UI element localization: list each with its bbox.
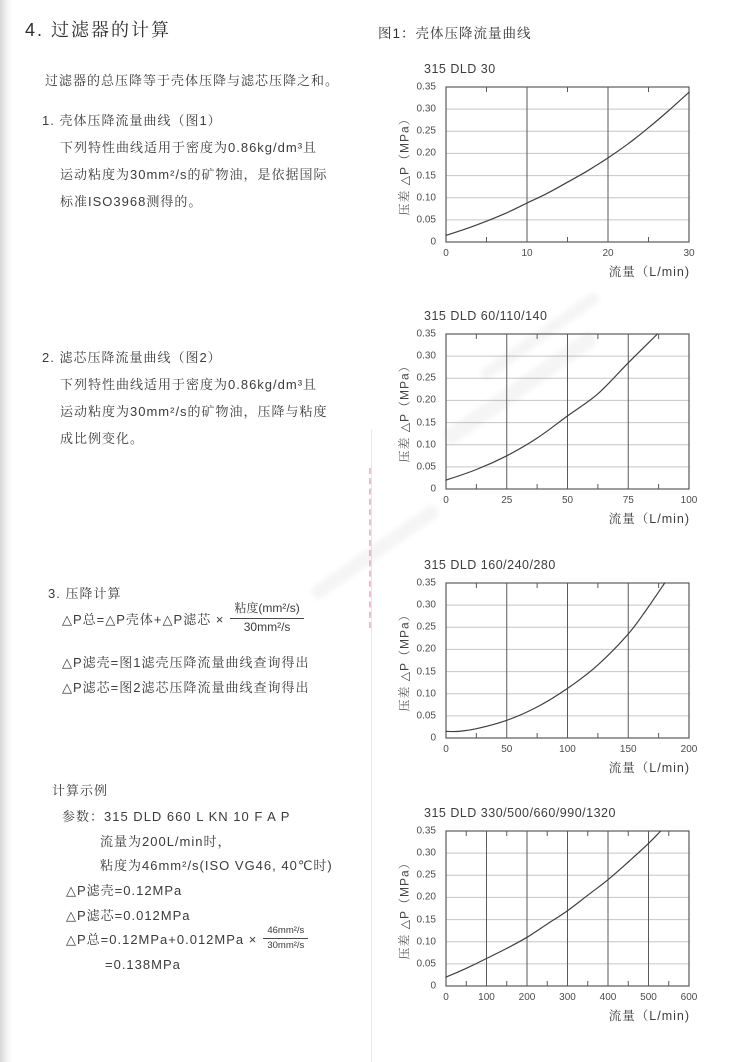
x-tick-label: 0 — [443, 744, 449, 755]
chart-title: 315 DLD 60/110/140 — [424, 309, 548, 323]
x-tick-label: 400 — [599, 992, 617, 1003]
y-tick-label: 0.15 — [416, 666, 436, 678]
x-tick-label: 100 — [680, 495, 698, 506]
chart-y-tick-labels — [390, 81, 442, 248]
y-tick-label: 0.20 — [416, 147, 436, 159]
example-line: 流量为200L/min时， — [100, 834, 232, 849]
figure-header: 图1：壳体压降流量曲线 — [378, 26, 532, 41]
fraction-denominator: 30mm²/s — [243, 619, 291, 634]
example-total-formula — [66, 925, 308, 952]
x-tick-label: 20 — [602, 248, 614, 259]
x-tick-label: 0 — [443, 495, 449, 506]
y-tick-label: 0.15 — [416, 914, 436, 926]
chart-plot-area — [445, 830, 690, 992]
y-tick-label: 0.05 — [416, 214, 436, 226]
y-tick-label: 0.25 — [416, 372, 436, 384]
chart-title: 315 DLD 160/240/280 — [424, 558, 556, 572]
y-tick-label: 0.20 — [416, 394, 436, 406]
example-formula-prefix: △P总=0.12MPa+0.012MPa × — [66, 931, 258, 947]
chart-canvas — [445, 582, 690, 739]
section1-line: 下列特性曲线适用于密度为0.86kg/dm³且 — [60, 140, 318, 155]
section2-line: 运动粘度为30mm²/s的矿物油，压降与粘度 — [60, 404, 328, 419]
scan-edge-shadow — [0, 0, 13, 1062]
y-tick-label: 0.25 — [416, 125, 436, 137]
chart-plot-area — [445, 86, 690, 248]
y-tick-label: 0.35 — [416, 81, 436, 93]
chart-x-tick-labels — [443, 248, 695, 260]
chart-title: 315 DLD 330/500/660/990/1320 — [424, 806, 616, 820]
scan-fold-line — [371, 430, 372, 1062]
formula-note: △P滤芯=图2滤芯压降流量曲线查询得出 — [62, 680, 310, 695]
x-tick-label: 10 — [521, 248, 533, 259]
y-tick-label: 0 — [430, 236, 436, 248]
example-heading: 计算示例 — [52, 783, 109, 798]
section1-line: 标准ISO3968测得的。 — [60, 194, 203, 209]
chart-x-tick-labels — [443, 744, 698, 756]
example-result: =0.138MPa — [105, 957, 181, 972]
example-parameters: 参数：315 DLD 660 L KN 10 F A P — [62, 809, 291, 824]
chart-y-tick-labels — [390, 577, 442, 744]
x-tick-label: 50 — [501, 744, 513, 755]
chart-plot-area — [445, 582, 690, 744]
x-tick-label: 600 — [680, 992, 698, 1003]
y-tick-label: 0.15 — [416, 170, 436, 182]
x-tick-label: 300 — [559, 992, 576, 1003]
y-tick-label: 0.20 — [416, 643, 436, 655]
y-tick-label: 0.10 — [416, 936, 436, 948]
chart-canvas — [445, 86, 690, 243]
chart-x-tick-labels — [443, 992, 698, 1004]
fraction-denominator: 30mm²/s — [267, 939, 305, 951]
section3-heading: 3. 压降计算 — [48, 586, 122, 601]
y-tick-label: 0.35 — [416, 328, 436, 340]
example-line: 粘度为46mm²/s(ISO VG46, 40℃时) — [100, 858, 333, 873]
x-tick-label: 50 — [561, 495, 574, 506]
y-tick-label: 0 — [430, 483, 436, 495]
x-tick-label: 0 — [443, 992, 449, 1003]
y-tick-label: 0.30 — [416, 599, 436, 611]
x-tick-label: 150 — [619, 744, 637, 755]
chart-canvas — [445, 830, 690, 987]
x-tick-label: 0 — [443, 248, 449, 259]
chart-315-dld-330-1320 — [390, 804, 748, 1036]
y-tick-label: 0 — [430, 732, 436, 744]
example-formula-fraction — [263, 925, 308, 952]
x-tick-label: 200 — [680, 744, 698, 755]
formula-note: △P滤壳=图1滤壳压降流量曲线查询得出 — [62, 655, 310, 670]
x-tick-label: 100 — [478, 992, 495, 1003]
y-tick-label: 0 — [430, 980, 436, 992]
y-tick-label: 0.30 — [416, 103, 436, 115]
section2-heading: 2. 滤芯压降流量曲线（图2） — [42, 350, 222, 365]
y-tick-label: 0.30 — [416, 847, 436, 859]
x-tick-label: 100 — [559, 744, 576, 755]
chart-315-dld-30 — [390, 60, 748, 292]
chart-x-axis-label: 流量（L/min) — [608, 1009, 690, 1023]
fraction-numerator: 46mm²/s — [263, 925, 308, 939]
chart-y-axis-label: 压差 △P（MPa） — [397, 608, 412, 712]
x-tick-label: 30 — [683, 248, 695, 259]
x-tick-label: 200 — [518, 992, 536, 1003]
example-line: △P滤壳=0.12MPa — [66, 883, 183, 898]
y-tick-label: 0.30 — [416, 350, 436, 362]
y-tick-label: 0.35 — [416, 577, 436, 589]
y-tick-label: 0.05 — [416, 461, 436, 473]
fraction-numerator: 粘度(mm²/s) — [230, 601, 303, 619]
chart-y-tick-labels — [390, 328, 442, 495]
section2-line: 下列特性曲线适用于密度为0.86kg/dm³且 — [60, 377, 318, 392]
section1-heading: 1. 壳体压降流量曲线（图1） — [42, 113, 222, 128]
example-line: △P滤芯=0.012MPa — [66, 908, 191, 923]
section1-line: 运动粘度为30mm²/s的矿物油，是依据国际 — [60, 167, 328, 182]
y-tick-label: 0.25 — [416, 869, 436, 881]
chart-y-axis-label: 压差 △P（MPa） — [397, 112, 412, 216]
y-tick-label: 0.25 — [416, 621, 436, 633]
y-tick-label: 0.35 — [416, 825, 436, 837]
intro-text: 过滤器的总压降等于壳体压降与滤芯压降之和。 — [45, 73, 340, 88]
x-tick-label: 25 — [501, 495, 513, 506]
page-title: 4. 过滤器的计算 — [25, 20, 172, 40]
y-tick-label: 0.20 — [416, 891, 436, 903]
chart-315-dld-60-110-140 — [390, 307, 748, 539]
y-tick-label: 0.15 — [416, 417, 436, 429]
section2-line: 成比例变化。 — [60, 431, 145, 446]
pressure-drop-formula — [62, 601, 304, 635]
chart-x-axis-label: 流量（L/min) — [608, 265, 690, 279]
y-tick-label: 0.05 — [416, 958, 436, 970]
chart-y-axis-label: 压差 △P（MPa） — [397, 856, 412, 960]
chart-y-axis-label: 压差 △P（MPa） — [397, 359, 412, 463]
y-tick-label: 0.10 — [416, 688, 436, 700]
chart-y-tick-labels — [390, 825, 442, 992]
y-tick-label: 0.10 — [416, 192, 436, 204]
x-tick-label: 75 — [622, 495, 634, 506]
chart-x-axis-label: 流量（L/min) — [608, 512, 690, 526]
formula-prefix: △P总=△P壳体+△P滤芯 × — [62, 611, 225, 627]
chart-title: 315 DLD 30 — [424, 62, 496, 76]
chart-x-axis-label: 流量（L/min) — [608, 761, 690, 775]
y-tick-label: 0.05 — [416, 710, 436, 722]
formula-fraction — [230, 601, 303, 635]
y-tick-label: 0.10 — [416, 439, 436, 451]
chart-x-tick-labels — [443, 495, 698, 507]
x-tick-label: 500 — [640, 992, 657, 1003]
chart-315-dld-160-240-280 — [390, 556, 748, 788]
